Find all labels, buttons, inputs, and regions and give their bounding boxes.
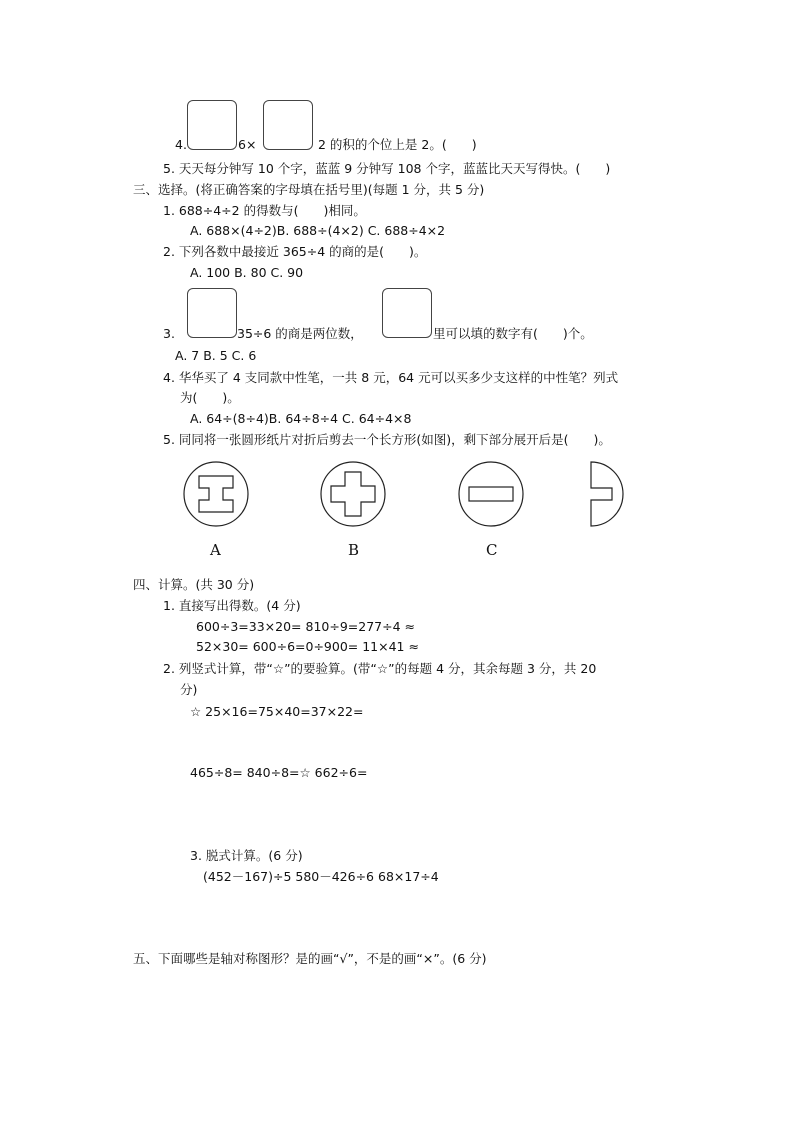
choice-q3-number: 3. bbox=[163, 326, 175, 341]
calc-2-line1: ☆ 25×16=75×40=37×22= bbox=[190, 704, 364, 719]
choice-q4-options: A. 64÷(8÷4)B. 64÷8÷4 C. 64÷4×8 bbox=[190, 411, 412, 426]
q5-text: 5. 天天每分钟写 10 个字，蓝蓝 9 分钟写 108 个字，蓝蓝比天天写得快。( ) bbox=[163, 161, 611, 176]
choice-q5-stem: 5. 同同将一张圆形纸片对折后剪去一个长方形(如图)，剩下部分展开后是( )。 bbox=[163, 432, 611, 447]
choice-q1-options: A. 688×(4÷2)B. 688÷(4×2) C. 688÷4×2 bbox=[190, 223, 446, 238]
calc-2-line2: 465÷8= 840÷8=☆ 662÷6= bbox=[190, 765, 368, 780]
section3-heading: 三、选择。(将正确答案的字母填在括号里)(每题 1 分，共 5 分) bbox=[133, 182, 485, 197]
q4-middle: 6× bbox=[238, 137, 257, 152]
calc-3-line1: (452－167)÷5 580－426÷6 68×17÷4 bbox=[203, 869, 439, 884]
q4-number: 4. bbox=[175, 137, 187, 152]
calc-1-line2: 52×30= 600÷6=0÷900= 11×41 ≈ bbox=[196, 639, 419, 654]
figure-c-bar-shape[interactable] bbox=[459, 462, 523, 526]
choice-q3-options: A. 7 B. 5 C. 6 bbox=[175, 348, 257, 363]
choice-q2-stem: 2. 下列各数中最接近 365÷4 的商的是( )。 bbox=[163, 244, 427, 259]
figure-a-i-shape[interactable] bbox=[184, 462, 248, 526]
choice-q3-tail: 里可以填的数字有( )个。 bbox=[433, 326, 593, 341]
choice-q2-options: A. 100 B. 80 C. 90 bbox=[190, 265, 304, 280]
calc-1-line1: 600÷3=33×20= 810÷9=277÷4 ≈ bbox=[196, 619, 415, 634]
section5-heading: 五、下面哪些是轴对称图形？是的画“√”，不是的画“×”。(6 分) bbox=[133, 951, 487, 966]
folded-half-circle bbox=[591, 462, 623, 526]
figure-label-a: A bbox=[210, 541, 221, 559]
choice-q4-stem-line1: 4. 华华买了 4 支同款中性笔，一共 8 元，64 元可以买多少支这样的中性笔？列式 bbox=[163, 370, 619, 385]
section4-heading: 四、计算。(共 30 分) bbox=[133, 577, 255, 592]
calc-3-title: 3. 脱式计算。(6 分) bbox=[190, 848, 303, 863]
figure-label-c: C bbox=[486, 541, 498, 559]
choice-q3-middle: 35÷6 的商是两位数， bbox=[237, 326, 363, 341]
calc-2-title-line1: 2. 列竖式计算，带“☆”的要验算。(带“☆”的每题 4 分，其余每题 3 分，共 20 bbox=[163, 661, 597, 676]
figure-b-cross-shape[interactable] bbox=[321, 462, 385, 526]
choice-q1-stem: 1. 688÷4÷2 的得数与( )相同。 bbox=[163, 203, 366, 218]
calc-1-title: 1. 直接写出得数。(4 分) bbox=[163, 598, 301, 613]
figure-label-b: B bbox=[348, 541, 360, 559]
q4-tail: 2 的积的个位上是 2。( ) bbox=[318, 137, 477, 152]
calc-2-title-line2: 分) bbox=[180, 682, 198, 697]
choice-q4-stem-line2: 为( )。 bbox=[180, 390, 240, 405]
